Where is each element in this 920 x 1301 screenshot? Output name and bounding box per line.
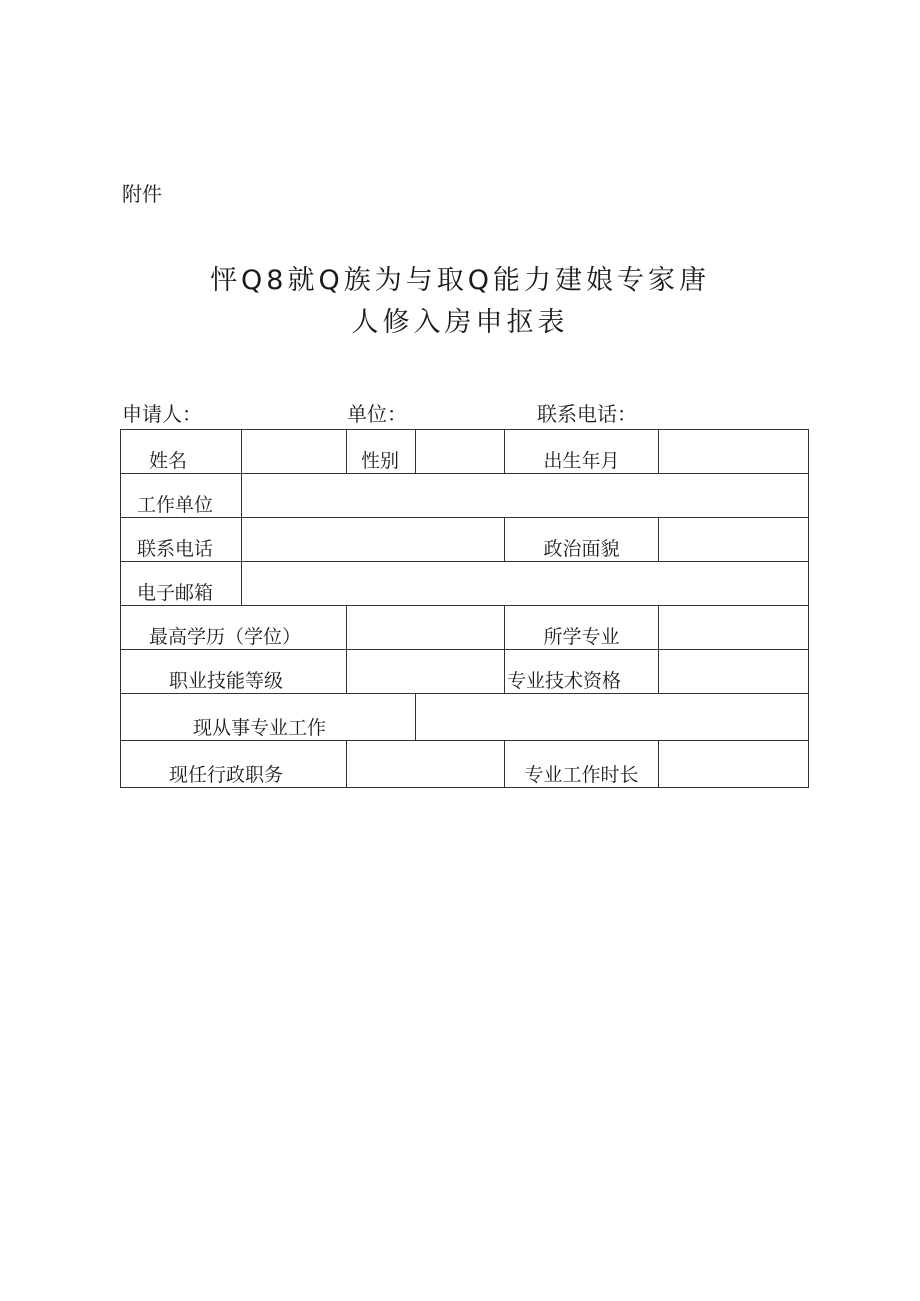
form-row-contact <box>121 518 809 562</box>
email-label: 电子邮箱 <box>137 582 214 604</box>
form-row-admin-post <box>121 741 809 788</box>
vocational-skill-label-cell <box>121 650 347 694</box>
name-label: 姓名 <box>149 450 188 472</box>
gender-value-cell[interactable] <box>416 430 505 474</box>
contact-phone-value-cell[interactable] <box>242 518 505 562</box>
gender-label: 性别 <box>361 450 400 472</box>
email-value-cell[interactable] <box>242 562 809 606</box>
education-label-cell <box>121 606 347 650</box>
tech-qualification-value-cell[interactable] <box>659 650 809 694</box>
unit-label: 单位： <box>347 402 407 426</box>
attachment-label: 附件 <box>122 182 162 206</box>
work-unit-value-cell[interactable] <box>242 474 809 518</box>
contact-phone-label-cell <box>121 518 242 562</box>
current-work-value-cell[interactable] <box>416 694 809 741</box>
vocational-skill-label: 职业技能等级 <box>169 670 284 692</box>
political-status-label-cell <box>505 518 659 562</box>
contact-phone-label: 联系电话 <box>137 538 214 560</box>
work-years-label: 专业工作时长 <box>524 764 639 786</box>
phone-label: 联系电话： <box>537 402 637 426</box>
form-row-work-unit <box>121 474 809 518</box>
vocational-skill-value-cell[interactable] <box>347 650 505 694</box>
form-row-email <box>121 562 809 606</box>
birth-value-cell[interactable] <box>659 430 809 474</box>
education-value-cell[interactable] <box>347 606 505 650</box>
form-title-line-1: 怦Q8就Q族为与取Q能力建娘专家唐 <box>210 265 710 296</box>
form-row-name <box>121 430 809 474</box>
admin-post-value-cell[interactable] <box>347 741 505 788</box>
form-row-current-work <box>121 694 809 741</box>
political-status-label: 政治面貌 <box>543 538 620 560</box>
major-label: 所学专业 <box>543 626 620 648</box>
name-label-cell <box>121 430 242 474</box>
education-label: 最高学历（学位） <box>149 626 302 648</box>
gender-label-cell <box>347 430 416 474</box>
major-label-cell <box>505 606 659 650</box>
admin-post-label-cell <box>121 741 347 788</box>
application-form-table <box>120 429 809 788</box>
political-status-value-cell[interactable] <box>659 518 809 562</box>
current-work-label: 现从事专业工作 <box>193 717 327 739</box>
admin-post-label: 现任行政职务 <box>169 764 284 786</box>
email-label-cell <box>121 562 242 606</box>
work-unit-label: 工作单位 <box>137 494 214 516</box>
name-value-cell[interactable] <box>242 430 347 474</box>
current-work-label-cell <box>121 694 416 741</box>
form-row-education <box>121 606 809 650</box>
birth-label-cell <box>505 430 659 474</box>
major-value-cell[interactable] <box>659 606 809 650</box>
form-row-skill <box>121 650 809 694</box>
work-years-value-cell[interactable] <box>659 741 809 788</box>
work-years-label-cell <box>505 741 659 788</box>
birth-label: 出生年月 <box>543 450 620 472</box>
tech-qualification-label-cell <box>505 650 659 694</box>
applicant-label: 申请人： <box>122 402 202 426</box>
work-unit-label-cell <box>121 474 242 518</box>
tech-qualification-label: 专业技术资格 <box>507 670 622 692</box>
form-title-line-2: 人修入房申抠表 <box>351 307 569 338</box>
